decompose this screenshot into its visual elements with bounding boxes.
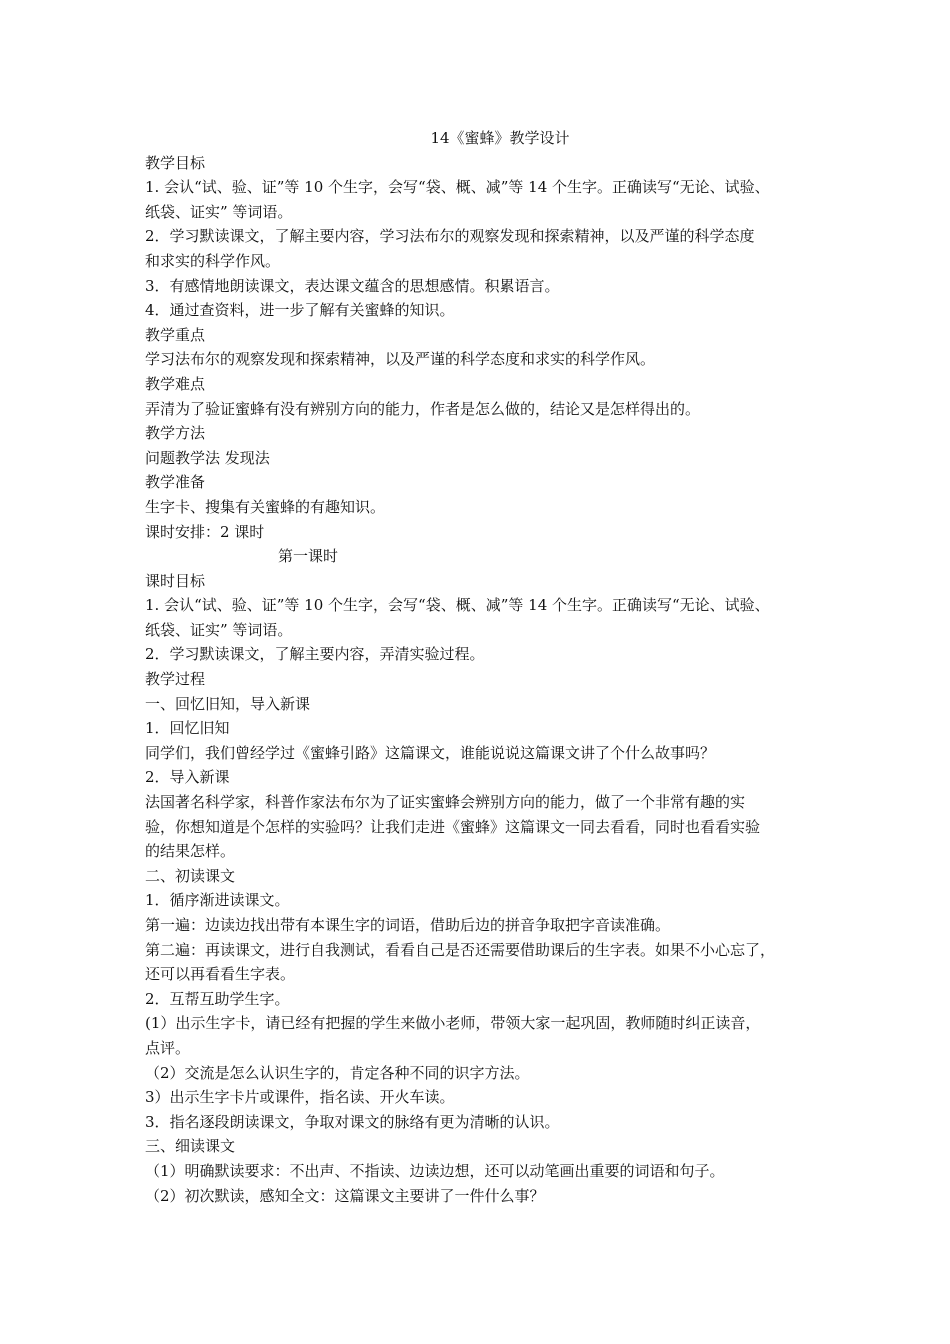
paragraph-line: 问题教学法 发现法	[145, 448, 270, 467]
paragraph-line: 和求实的科学作风。	[145, 251, 281, 270]
paragraph-line: 2．导入新课	[145, 768, 230, 787]
paragraph-line: （2）交流是怎么认识生字的，肯定各种不同的识字方法。	[145, 1063, 530, 1082]
paragraph-line: 3．指名逐段朗读课文，争取对课文的脉络有更为清晰的认识。	[145, 1112, 560, 1131]
paragraph-line: 弄清为了验证蜜蜂有没有辨别方向的能力，作者是怎么做的，结论又是怎样得出的。	[145, 399, 701, 418]
paragraph-line: 4．通过查资料，进一步了解有关蜜蜂的知识。	[145, 301, 455, 320]
section-heading: 教学目标	[145, 153, 206, 172]
paragraph-line: 还可以再看看生字表。	[145, 965, 296, 984]
paragraph-line: 2．学习默读课文，了解主要内容，学习法布尔的观察发现和探索精神，以及严谨的科学态度	[145, 227, 755, 246]
paragraph-line: 法国著名科学家，科普作家法布尔为了证实蜜蜂会辨别方向的能力，做了一个非常有趣的实	[145, 793, 746, 812]
paragraph-line: 验，你想知道是个怎样的实验吗？让我们走进《蜜蜂》这篇课文一同去看看，同时也看看实验	[145, 817, 761, 836]
paragraph-line: 3．有感情地朗读课文，表达课文蕴含的思想感情。积累语言。	[145, 276, 560, 295]
subsection-heading: 二、初读课文	[145, 866, 236, 885]
section-heading: 教学准备	[145, 473, 206, 492]
section-heading: 教学重点	[145, 325, 206, 344]
paragraph-line: 课时安排：2 课时	[145, 522, 265, 541]
section-heading: 课时目标	[145, 571, 206, 590]
paragraph-line: （2）初次默读，感知全文：这篇课文主要讲了一件什么事？	[145, 1186, 545, 1205]
document-page	[145, 126, 825, 1208]
paragraph-line: 生字卡、搜集有关蜜蜂的有趣知识。	[145, 497, 386, 516]
paragraph-line: 2．互帮互助学生字。	[145, 989, 290, 1008]
paragraph-line: 第一遍：边读边找出带有本课生字的词语，借助后边的拼音争取把字音读准确。	[145, 916, 671, 934]
paragraph-line: (1）出示生字卡，请已经有把握的学生来做小老师，带领大家一起巩固，教师随时纠正读音，	[145, 1014, 761, 1033]
document-title: 14《蜜蜂》教学设计	[430, 129, 570, 147]
subsection-heading: 三、细读课文	[145, 1137, 236, 1156]
paragraph-line: （1）明确默读要求：不出声、不指读、边读边想，还可以动笔画出重要的词语和句子。	[145, 1161, 725, 1180]
paragraph-line: 1．循序渐进读课文。	[145, 891, 290, 910]
paragraph-line: 同学们，我们曾经学过《蜜蜂引路》这篇课文，谁能说说这篇课文讲了个什么故事吗？	[145, 743, 716, 762]
section-heading: 教学过程	[145, 670, 206, 689]
paragraph-line: 1．回忆旧知	[145, 719, 230, 738]
section-heading: 教学难点	[145, 374, 206, 393]
paragraph-line: 1. 会认“试、验、证”等 10 个生字，会写“袋、概、减”等 14 个生字。正确读写“无论、试验、	[145, 596, 770, 615]
paragraph-line: 第二遍：再读课文，进行自我测试，看看自己是否还需要借助课后的生字表。如果不小心忘了，	[145, 940, 776, 959]
paragraph-line: 1. 会认“试、验、证”等 10 个生字，会写“袋、概、减”等 14 个生字。正确读写“无论、试验、	[145, 178, 770, 197]
paragraph-line: 3）出示生字卡片或课件，指名读、开火车读。	[145, 1088, 455, 1107]
lesson-heading: 第一课时	[278, 547, 339, 566]
section-heading: 教学方法	[145, 424, 206, 443]
subsection-heading: 一、回忆旧知，导入新课	[145, 694, 311, 713]
paragraph-line: 2．学习默读课文，了解主要内容，弄清实验过程。	[145, 645, 485, 664]
paragraph-line: 纸袋、证实” 等词语。	[145, 620, 293, 639]
paragraph-line: 点评。	[145, 1038, 191, 1057]
paragraph-line: 纸袋、证实” 等词语。	[145, 202, 293, 221]
paragraph-line: 的结果怎样。	[145, 842, 236, 861]
paragraph-line: 学习法布尔的观察发现和探索精神，以及严谨的科学态度和求实的科学作风。	[145, 350, 656, 369]
